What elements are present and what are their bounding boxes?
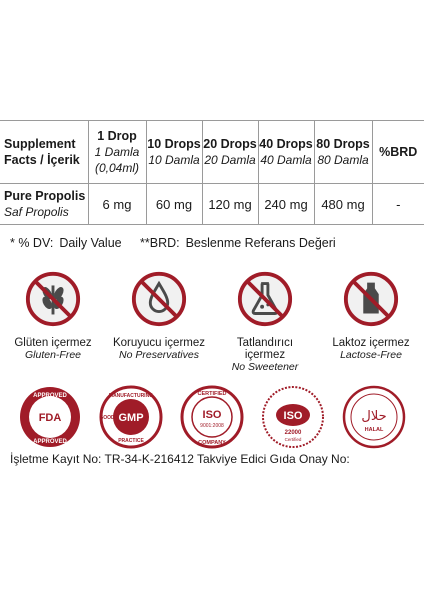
gluten-icon (24, 270, 82, 328)
row-name-en: Pure Propolis (4, 189, 86, 203)
row-name-cell (0, 184, 88, 225)
sweetener-sublabel: No Sweetener (231, 361, 299, 373)
gluten-label: Glüten içermez (14, 337, 92, 349)
header-cell-1drop (88, 121, 146, 184)
svg-text:GOOD: GOOD (99, 415, 115, 421)
header-80drops-tr: 80 Damla (317, 153, 369, 167)
no-preservatives-item (111, 270, 207, 373)
header-cell-80drops (314, 121, 372, 184)
header-40drops-en: 40 Drops (259, 137, 313, 151)
footnote-brd-key: **BRD: (140, 236, 180, 250)
header-brd: %BRD (379, 145, 418, 159)
svg-text:FDA: FDA (39, 412, 62, 424)
svg-text:PRACTICE: PRACTICE (118, 438, 144, 444)
registration-number: İşletme Kayıt No: TR-34-K-216412 Takviye Edici Gıda Onay No: (10, 452, 350, 466)
header-cell-facts (0, 121, 88, 184)
header-facts-line2: Facts / İçerik (4, 153, 80, 167)
fda-approved-seal (18, 385, 82, 449)
free-from-icons (0, 270, 424, 373)
lactose-label: Laktoz içermez (332, 337, 410, 349)
header-10drops-tr: 10 Damla (148, 153, 200, 167)
header-cell-40drops (258, 121, 314, 184)
certification-seals (0, 385, 424, 449)
header-1drop-ml: (0,04ml) (94, 161, 139, 175)
row-value-10drops: 60 mg (146, 184, 202, 225)
row-value-1drop: 6 mg (88, 184, 146, 225)
preservative-icon (130, 270, 188, 328)
lactose-icon (342, 270, 400, 328)
gmp-seal (99, 385, 163, 449)
lactose-free-item (323, 270, 419, 373)
svg-text:APPROVED: APPROVED (33, 393, 68, 399)
sweetener-label: Tatlandırıcı içermez (236, 337, 294, 361)
header-80drops-en: 80 Drops (316, 137, 370, 151)
svg-text:MANUFACTURING: MANUFACTURING (109, 393, 154, 399)
svg-text:CERTIFIED: CERTIFIED (197, 391, 227, 397)
header-cell-brd (372, 121, 424, 184)
svg-text:22000: 22000 (284, 430, 302, 436)
svg-text:APPROVED: APPROVED (33, 439, 68, 445)
row-name-tr: Saf Propolis (4, 205, 69, 219)
table-row (0, 184, 424, 225)
header-facts-line1: Supplement (4, 137, 76, 151)
gluten-sublabel: Gluten-Free (24, 349, 82, 361)
footnote-brd-value: Beslenme Referans Değeri (185, 236, 336, 250)
svg-text:Certified: Certified (284, 437, 302, 442)
header-20drops-tr: 20 Damla (204, 153, 256, 167)
header-1drop-en: 1 Drop (97, 129, 137, 143)
row-value-brd: - (372, 184, 424, 225)
preservative-label: Koruyucu içermez (112, 337, 206, 349)
iso-9001-seal (180, 385, 244, 449)
svg-text:GMP: GMP (118, 412, 144, 424)
svg-text:ISO: ISO (202, 409, 222, 421)
svg-text:HALAL: HALAL (364, 427, 383, 433)
no-sweetener-item (217, 270, 313, 373)
gluten-free-item (5, 270, 101, 373)
header-10drops-en: 10 Drops (147, 137, 201, 151)
preservative-sublabel: No Preservatives (119, 349, 199, 361)
footnote-dv-key: * % DV: (10, 236, 54, 250)
header-cell-10drops (146, 121, 202, 184)
table-header-row (0, 121, 424, 184)
row-value-40drops: 240 mg (258, 184, 314, 225)
sweetener-icon (236, 270, 294, 328)
header-20drops-en: 20 Drops (203, 137, 257, 151)
header-1drop-tr: 1 Damla (94, 145, 140, 159)
svg-text:COMPANY: COMPANY (198, 440, 226, 446)
header-cell-20drops (202, 121, 258, 184)
footnote-brd (140, 236, 336, 250)
supplement-facts-table (0, 120, 424, 225)
row-value-80drops: 480 mg (314, 184, 372, 225)
lactose-sublabel: Lactose-Free (340, 349, 402, 361)
halal-seal (342, 385, 406, 449)
header-40drops-tr: 40 Damla (260, 153, 312, 167)
svg-text:9001:2008: 9001:2008 (200, 423, 224, 429)
svg-text:ISO: ISO (283, 410, 303, 422)
iso-22000-seal (261, 385, 325, 449)
footnote-dv (10, 236, 128, 250)
footnote-dv-value: Daily Value (59, 236, 122, 250)
row-value-20drops: 120 mg (202, 184, 258, 225)
svg-text:حلال: حلال (360, 409, 387, 424)
